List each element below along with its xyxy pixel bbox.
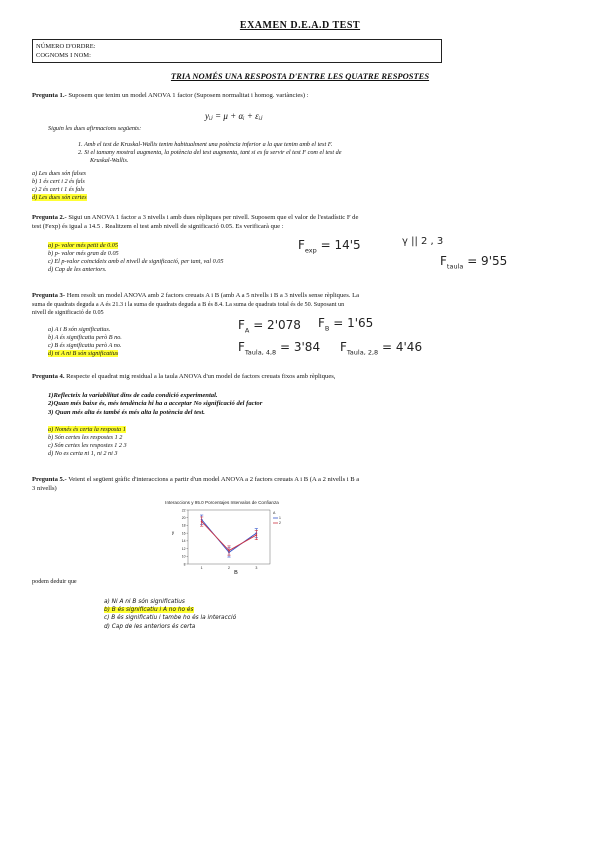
data-point: [201, 521, 203, 523]
question-1-text: [32, 92, 572, 101]
question-3-text: [32, 292, 577, 317]
q2-option-d[interactable]: d) Cap de les anteriors.: [48, 266, 107, 273]
anova-formula: yᵢⱼ = μ + αᵢ + εᵢⱼ: [205, 111, 263, 121]
handwritten-ftaula-b: $F_{Taula, 2,8} = 4'46$: [340, 340, 423, 357]
q4-statement-1: 1)Reflecteix la variabilitat dins de cada condició experimental.: [48, 392, 218, 399]
question-2-body-1: Sigui un ANOVA 1 factor a 3 nivells i amb dues rèpliques per nivell. Suposem que el valor de l'estadístic F de: [68, 214, 359, 221]
q2-option-a[interactable]: a) p- valor més petit de 0.05: [48, 242, 118, 249]
interaction-chart: [150, 496, 290, 576]
handwritten-fb: $F_B = 1'65$: [318, 316, 374, 333]
question-3-label: Pregunta 3-: [32, 292, 66, 299]
exam-title: EXAMEN D.E.A.D TEST: [239, 20, 361, 31]
q1-option-a[interactable]: a) Les dues són falses: [32, 170, 86, 177]
question-2-options: [48, 242, 223, 274]
legend-label: 1: [279, 516, 281, 520]
handwritten-ftaula: $F_{taula} = 9'55$: [440, 254, 508, 271]
question-1-statements: [78, 141, 548, 165]
y-tick-label: 20: [181, 516, 186, 521]
y-tick-label: 10: [181, 554, 186, 559]
question-1-body: Suposem que tenim un model ANOVA 1 factor (Suposem normalitat i homog. variàncies) :: [68, 92, 309, 99]
instructions-subtitle: TRIA NOMÉS UNA RESPOSTA D'ENTRE LES QUATRE RESPOSTES: [170, 71, 430, 81]
y-tick-label: 14: [181, 539, 186, 544]
question-3-body-3: nivell de significació de 0.05: [32, 308, 104, 316]
q2-option-b[interactable]: b) p- valor més gran de 0.05: [48, 250, 119, 257]
q4-option-b[interactable]: b) Són certes les respostes 1 2: [48, 434, 123, 441]
y-axis-label: y: [171, 530, 175, 535]
statement-1: 1. Amb el test de Kruskal-Wallis tenim habitualment una potència inferior a la que tenim amb el test F.: [78, 141, 333, 148]
handwritten-fexp: $F_{exp} = 14'5$: [298, 238, 361, 255]
q5-option-b[interactable]: b) B és significatiu i A no ho és: [104, 607, 194, 614]
name-label: COGNOMS I NOM:: [36, 52, 91, 59]
question-5-label: Pregunta 5.-: [32, 476, 67, 483]
q5-option-c[interactable]: c) B és significatiu i tambe ho és la interacció: [104, 615, 237, 622]
y-tick-label: 18: [181, 523, 186, 528]
handwritten-ftaula-a: $F_{Taula, 4,8} = 3'84$: [238, 340, 321, 357]
q3-option-d[interactable]: d) ni A ni B són significatius: [48, 350, 119, 357]
order-number-label: NÚMERO D'ORDRE:: [36, 43, 96, 50]
question-2-label: Pregunta 2.-: [32, 214, 67, 221]
q1-option-b[interactable]: b) 1 és cert i 2 és fals: [32, 178, 85, 185]
q4-statement-2: 2)Quan més baixe és, més tendència hi ha a acceptar No significació del factor: [48, 400, 263, 408]
question-2-body-2: test (Fexp) és igual a 14.5 . Realitzem el test amb nivell de significació 0.05. Es verificarà que :: [32, 222, 284, 230]
question-3-body-2: suma de quadrats deguda a A és 21.3 i la suma de quadrats deguda a B és 8.4. La suma de quadrats total és de 50. Suposant un: [32, 300, 345, 308]
handwritten-fa: $F_A = 2'078$: [238, 318, 301, 335]
y-tick-label: 22: [181, 508, 186, 513]
q4-option-d[interactable]: d) No es certa ni 1, ni 2 ni 3: [48, 450, 118, 457]
statement-2-cont: Kruskal-Wallis.: [90, 157, 129, 164]
x-axis-label: B: [234, 570, 238, 576]
q2-option-c[interactable]: c) El p-valor coincideix amb el nivell de significació, per tant, val 0.05: [48, 258, 224, 265]
q3-option-a[interactable]: a) A i B són significatius.: [48, 326, 111, 333]
x-tick-label: 3: [255, 566, 258, 570]
y-tick-label: 16: [181, 531, 186, 536]
question-3-options: [48, 326, 122, 358]
legend-label: 2: [279, 521, 281, 525]
question-5-text: [32, 476, 577, 493]
chart-title: Interaccions y 95.0 Porcentajes Intervalos de Confianza: [165, 500, 279, 505]
question-3-body-1: Hem resolt un model ANOVA amb 2 factors creuats A i B (amb A a 5 nivells i B a 3 nivells sense rèpliques. La: [66, 292, 360, 299]
question-4-statements: [48, 392, 262, 417]
x-tick-label: 1: [200, 566, 203, 570]
data-point: [228, 550, 230, 552]
question-5-body-1: Veient el següent gràfic d'interaccions a partir d'un model ANOVA a 2 factors creuats A i B (A a 2 nivells i B a: [68, 476, 360, 483]
question-1-intro: Siguin les dues afirmacions següents:: [48, 125, 142, 132]
question-4-options: [48, 426, 127, 458]
legend-title: A: [273, 511, 276, 515]
q5-option-a[interactable]: a) Ni A ni B són significatius: [104, 599, 185, 605]
q4-option-c[interactable]: c) Són certes les respostes 1 2 3: [48, 442, 127, 449]
statement-2: 2. Si el tamany mostral augmenta, la potència del test augmenta, tant si es fa servir el test F com el test de: [78, 149, 342, 156]
q3-option-c[interactable]: c) B és significatiu però A no.: [48, 342, 122, 349]
question-5-body-2: 3 nivells): [32, 484, 57, 492]
x-tick-label: 2: [228, 566, 230, 570]
q4-statement-3: 3) Quan més alta és també és més alta la potència del test.: [48, 408, 205, 416]
q4-option-a[interactable]: a) Només és certa la resposta 1: [48, 426, 126, 433]
y-tick-label: 8: [183, 562, 186, 567]
question-2-text: [32, 214, 577, 231]
question-4-body: Respecte el quadrat mig residual a la taula ANOVA d'un model de factors creuats fixos amb rèpliques,: [66, 373, 336, 380]
q1-option-c[interactable]: c) 2 és cert i 1 és fals: [32, 186, 85, 193]
q5-option-d[interactable]: d) Cap de les anteriors és certa: [104, 623, 196, 630]
data-point: [255, 534, 257, 536]
question-4-label: Pregunta 4.: [32, 373, 65, 380]
question-1-options: [32, 170, 87, 202]
y-tick-label: 12: [181, 546, 186, 551]
question-4-text: [32, 373, 577, 382]
q1-option-d[interactable]: d) Les dues són certes: [32, 194, 87, 201]
q3-option-b[interactable]: b) A és significatiu però B no.: [48, 334, 122, 341]
question-5-conclusion: podem deduir que: [32, 578, 77, 585]
question-5-options: [104, 598, 236, 631]
handwritten-df: γ || 2 , 3: [402, 236, 444, 247]
student-info-box: [32, 39, 442, 63]
question-1-label: Pregunta 1.-: [32, 92, 67, 99]
